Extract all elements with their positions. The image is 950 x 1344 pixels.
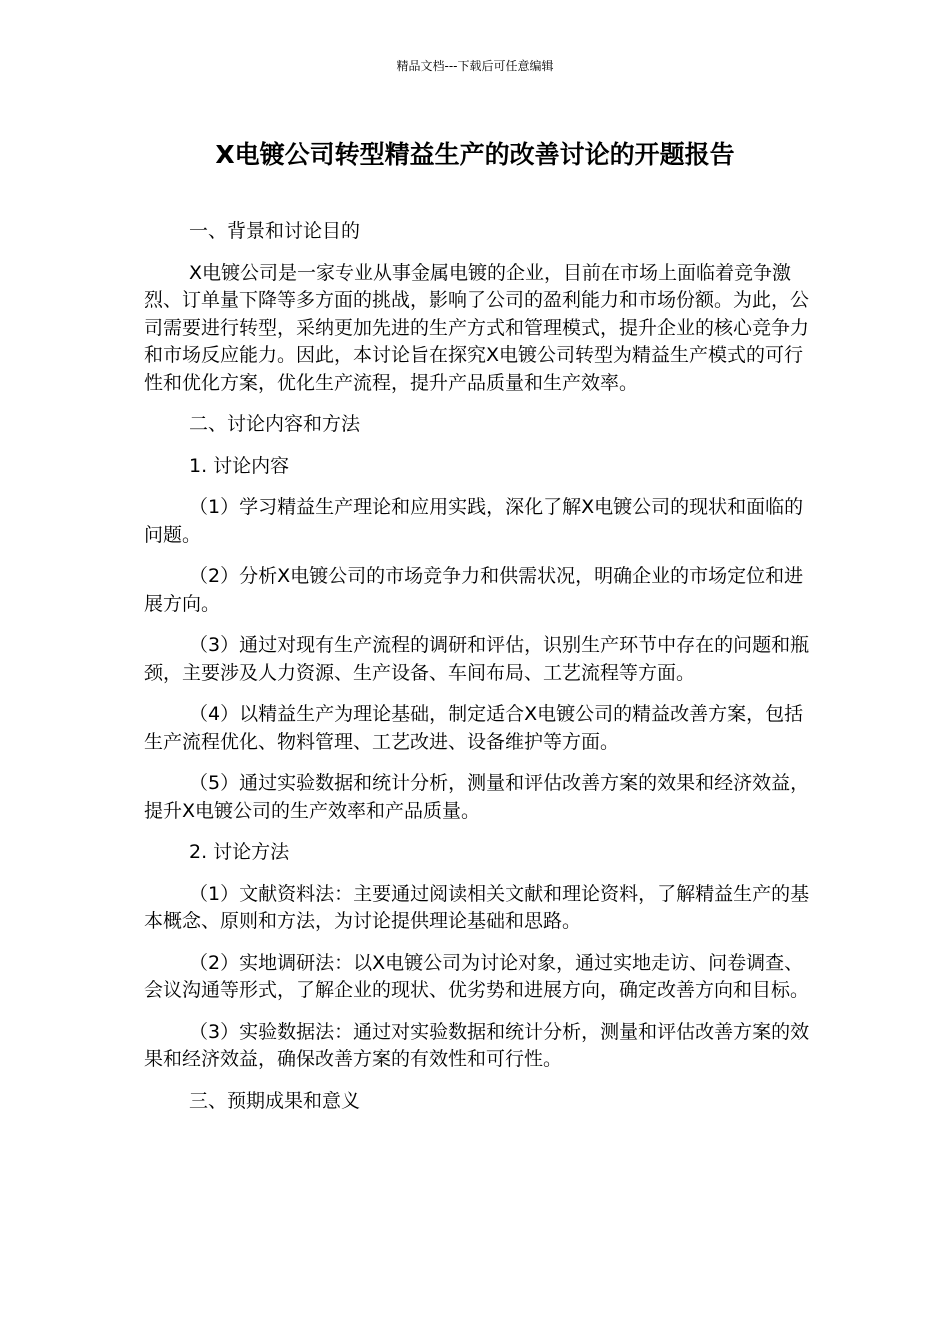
method-item-1: （1）文献资料法：主要通过阅读相关文献和理论资料，了解精益生产的基本概念、原则和方法，为讨论提供理论基础和思路。: [144, 882, 810, 932]
document-body: [144, 218, 810, 1129]
section-heading-content-methods: 二、讨论内容和方法: [189, 413, 361, 435]
content-item-1: （1）学习精益生产理论和应用实践，深化了解X电镀公司的现状和面临的问题。: [144, 496, 804, 546]
content-item-3: （3）通过对现有生产流程的调研和评估，识别生产环节中存在的问题和瓶颈，主要涉及人力资源、生产设备、车间布局、工艺流程等方面。: [144, 634, 810, 684]
subheading-content: 1. 讨论内容: [189, 454, 290, 477]
method-item-2: （2）实地调研法：以X电镀公司为讨论对象，通过实地走访、问卷调查、会议沟通等形式，了解企业的现状、优劣势和进展方向，确定改善方向和目标。: [144, 951, 810, 1001]
content-item-5: （5）通过实验数据和统计分析，测量和评估改善方案的效果和经济效益，提升X电镀公司的生产效率和产品质量。: [144, 772, 810, 822]
document-title: X电镀公司转型精益生产的改善讨论的开题报告: [215, 140, 735, 169]
background-paragraph: X电镀公司是一家专业从事金属电镀的企业，目前在市场上面临着竞争激烈、订单量下降等多方面的挑战，影响了公司的盈利能力和市场份额。为此，公司需要进行转型，采纳更加先进的生产方式和管理模式，提升企业的核心竞争力和市场反应能力。因此，本讨论旨在探究X电镀公司转型为精益生产模式的可行性和优化方案，优化生产流程，提升产品质量和生产效率。: [144, 261, 810, 394]
subheading-methods: 2. 讨论方法: [189, 841, 290, 863]
section-heading-background: 一、背景和讨论目的: [189, 220, 361, 242]
content-item-4: （4）以精益生产为理论基础，制定适合X电镀公司的精益改善方案，包括生产流程优化、物料管理、工艺改进、设备维护等方面。: [144, 703, 804, 753]
section-heading-expected-results: 三、预期成果和意义: [189, 1089, 361, 1112]
download-watermark: 精品文档---下载后可任意编辑: [396, 59, 554, 73]
content-item-2: （2）分析X电镀公司的市场竞争力和供需状况，明确企业的市场定位和进展方向。: [144, 565, 804, 615]
method-item-3: （3）实验数据法：通过对实验数据和统计分析，测量和评估改善方案的效果和经济效益，确保改善方案的有效性和可行性。: [144, 1020, 810, 1070]
